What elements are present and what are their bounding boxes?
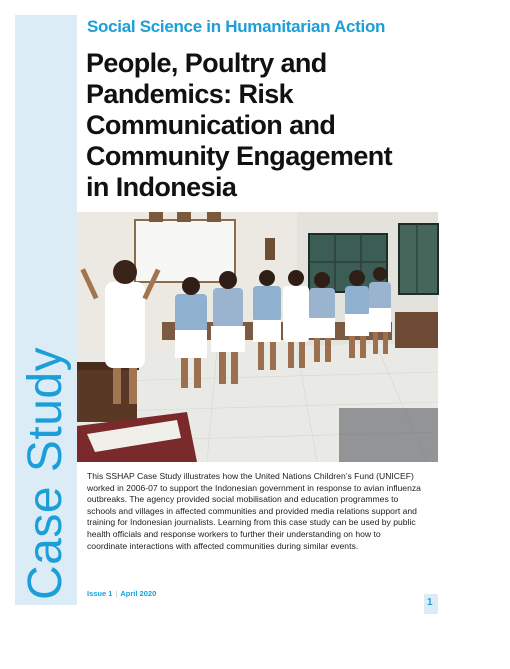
page-number: 1 — [427, 597, 433, 608]
document-title — [86, 48, 426, 203]
classroom-photo-illustration — [77, 212, 438, 462]
summary-paragraph: This SSHAP Case Study illustrates how the United Nations Children’s Fund (UNICEF) worked in 2006-07 to support the Indonesian government in response to avian influenza outbreaks. The agency provided social mobilisation and education programmes to schools and villages in affected communities and provided media relations support and training for Indonesian journalists. Learning from this case study can be used by public health officials and response workers to further their understanding on how to coordinate interactions with affected communities during similar events. — [87, 471, 421, 551]
photo-caption — [418, 630, 510, 669]
issue-date: April 2020 — [120, 589, 157, 598]
title-line: Community Engagement — [86, 141, 393, 171]
issue-info — [87, 589, 156, 598]
title-line: Pandemics: Risk — [86, 79, 294, 109]
caption-text: (‘Take Action on Bird Flu’) – UNICEF-supported training and awareness raising at SD Negeri 1, Takmung, Klungkung Regency, Bali (20 May 2009). — [418, 630, 509, 662]
separator: | — [115, 589, 118, 598]
title-line: Communication and — [86, 110, 336, 140]
series-title: Social Science in Humanitarian Action — [87, 17, 386, 36]
issue-number: Issue 1 — [87, 589, 113, 598]
case-study-label: Case Study — [19, 346, 72, 600]
caption-title: ‘Tanggap Flu Burung’ — [418, 630, 468, 636]
title-line: People, Poultry and — [86, 48, 327, 78]
photo-credit: PHOTO: PAUL FORSTER — [418, 664, 467, 669]
title-line: in Indonesia — [86, 172, 237, 202]
